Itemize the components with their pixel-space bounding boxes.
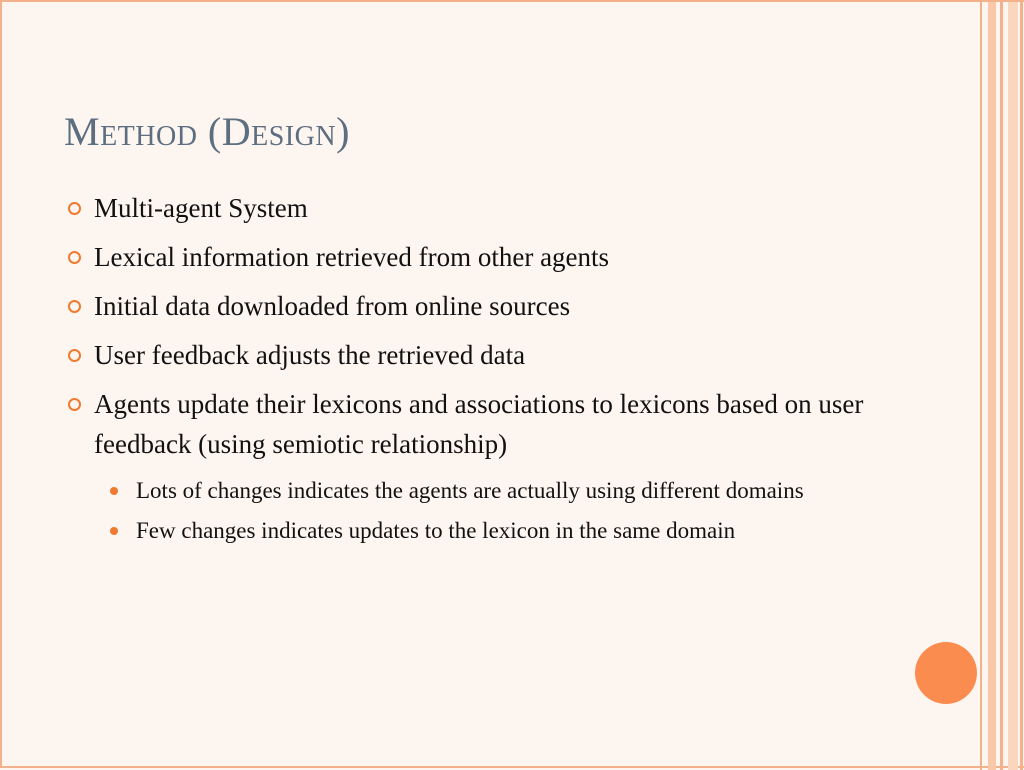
slide-title: Method (Design) — [64, 109, 350, 154]
bullet-text: Lexical information retrieved from other agents — [94, 242, 610, 272]
decorative-stripe — [1000, 2, 1003, 770]
bullet-text: Multi-agent System — [94, 193, 308, 223]
bullet-text: Initial data downloaded from online sources — [94, 291, 571, 321]
bullet-item — [66, 286, 866, 326]
bullet-icon — [68, 251, 81, 264]
decorative-stripe — [980, 2, 982, 770]
bullet-text: Agents update their lexicons and associations to lexicons based on user feedback (using semiotic relationship) — [94, 389, 864, 459]
bullet-icon — [68, 398, 81, 411]
bullet-item — [66, 237, 866, 277]
bullet-text: User feedback adjusts the retrieved data — [94, 340, 526, 370]
bullet-icon — [68, 300, 81, 313]
sub-bullet-item — [66, 513, 866, 549]
sub-bullet-icon — [110, 487, 118, 495]
bullet-icon — [68, 349, 81, 362]
sub-bullet-text: Few changes indicates updates to the lexicon in the same domain — [136, 518, 736, 543]
bullet-item — [66, 335, 866, 375]
slide-content — [66, 188, 866, 553]
decorative-stripe — [1008, 2, 1018, 770]
bullet-icon — [68, 202, 81, 215]
sub-bullet-icon — [110, 527, 118, 535]
decorative-stripe — [1020, 2, 1023, 770]
sub-bullet-text: Lots of changes indicates the agents are actually using different domains — [136, 478, 804, 503]
bullet-item — [66, 188, 866, 228]
decorative-circle — [915, 642, 977, 704]
sub-bullet-item — [66, 473, 866, 509]
decorative-stripe — [988, 2, 996, 770]
bullet-item — [66, 384, 866, 464]
